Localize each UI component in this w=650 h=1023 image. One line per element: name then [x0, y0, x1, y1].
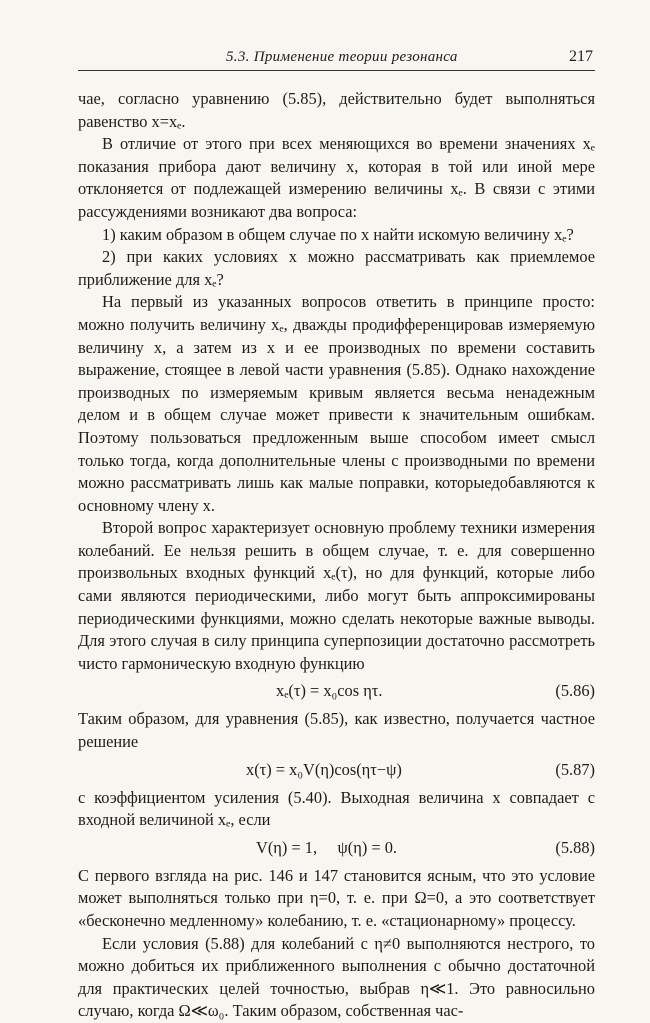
equation-5-87	[78, 754, 595, 787]
equation-number: (5.88)	[555, 837, 595, 857]
question-1: 1) каким образом в общем случае по x найти искомую величину xₑ?	[102, 224, 574, 244]
paragraph-gain: с коэффициентом усиления (5.40). Выходная величина x совпадает с входной величиной xₑ, если	[78, 787, 595, 830]
equation-5-86	[78, 675, 595, 708]
page-header	[78, 46, 595, 71]
equation-expression: V(η) = 1, ψ(η) = 0.	[256, 837, 398, 857]
page-body	[78, 88, 595, 1023]
equation-number: (5.87)	[555, 759, 595, 779]
equation-expression: x(τ) = x₀V(η)cos(ητ−ψ)	[246, 759, 402, 779]
question-2: 2) при каких условиях x можно рассматривать как приемлемое приближение для xₑ?	[78, 247, 595, 289]
equation-expression: xₑ(τ) = x₀cos ητ.	[276, 681, 383, 701]
paragraph-approximation: Если условия (5.88) для колебаний с η≠0 выполняются нестрого, то можно добиться их приближенного выполнения с обычно достаточной для практических целей точностью, выбрав η≪1. Это равносильно случаю, когда Ω≪ω₀. Таким образом, собственная час-	[78, 933, 595, 1021]
equation-number: (5.86)	[555, 681, 595, 701]
paragraph-1: чае, согласно уравнению (5.85), действительно будет выполняться равенство x=xₑ.	[78, 89, 595, 131]
paragraph-2: В отличие от этого при всех меняющихся во времени значениях xₑ показания прибора дают величину x, которая в той или иной мере отклоняется от подлежащей измерению величины xₑ. В связи с этими рассуждениями возникают два вопроса:	[78, 134, 595, 221]
page-number: 217	[569, 48, 593, 65]
paragraph-solution: Таким образом, для уравнения (5.85), как известно, получается частное решение	[78, 709, 595, 752]
running-head: 5.3. Применение теории резонанса	[226, 49, 458, 65]
paragraph-answer-1: На первый из указанных вопросов ответить в принципе просто: можно получить величину xₑ, дважды продифференцировав измеряемую величину x, а затем из x и ее производных по времени составить выражение, стоящее в левой части уравнения (5.85). Однако нахождение производных по измеряемым кривым является весьма ненадежным делом и в общем случае может привести к значительным ошибкам. Поэтому пользоваться предложенным выше способом имеет смысл только тогда, когда дополнительные члены с производными по времени можно рассматривать лишь как малые поправки, которыедобавляются к основному члену x.	[78, 292, 595, 515]
equation-5-88	[78, 832, 595, 865]
paragraph-answer-2: Второй вопрос характеризует основную проблему техники измерения колебаний. Ее нельзя решить в общем случае, т. е. для совершенно произвольных входных функций xₑ(τ), но для функций, которые либо сами являются периодическими, либо могут быть аппроксимированы периодическими функциями, можно сделать некоторые важные выводы. Для этого случая в силу принципа суперпозиции достаточно рассмотреть чисто гармоническую входную функцию	[78, 518, 595, 673]
paragraph-condition: С первого взгляда на рис. 146 и 147 становится ясным, что это условие может выполняться только при η=0, т. е. при Ω=0, а это соответствует «бесконечно медленному» колебанию, т. е. «стационарному» процессу.	[78, 865, 595, 930]
